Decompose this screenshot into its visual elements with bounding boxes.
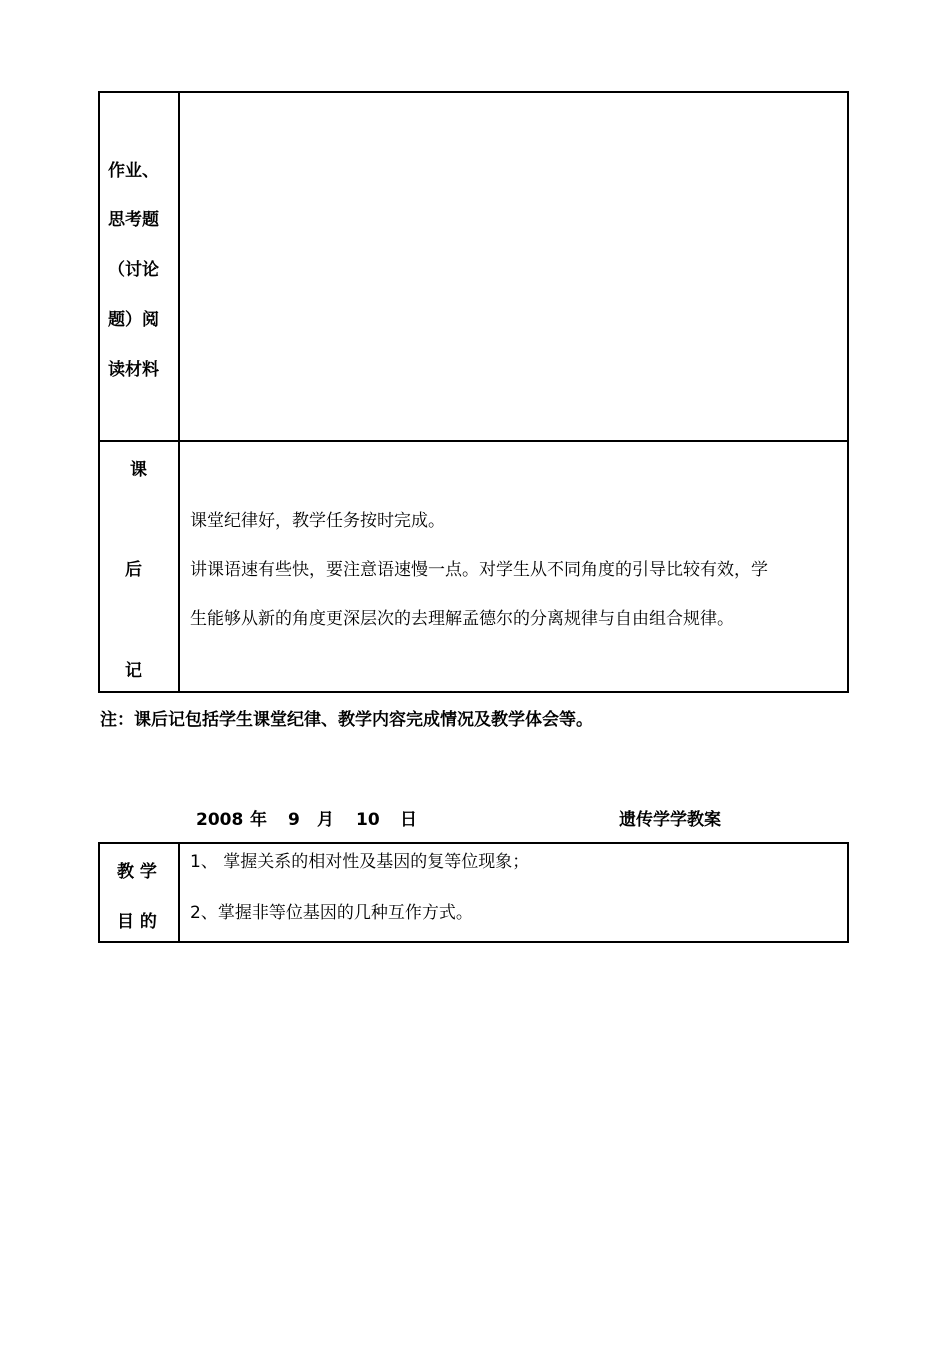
- date-day-unit: 日: [400, 810, 417, 830]
- lesson-table-top: [98, 91, 849, 693]
- date-month-unit: 月: [317, 810, 334, 830]
- homework-label-line: 题）阅: [108, 310, 159, 330]
- objective-item: 2、掌握非等位基因的几种互作方式。: [190, 903, 473, 923]
- reflection-paragraph: 生能够从新的角度更深层次的去理解孟德尔的分离规律与自由组合规律。: [190, 609, 734, 629]
- reflection-paragraph: 课堂纪律好，教学任务按时完成。: [190, 511, 445, 531]
- homework-label-line: 思考题: [108, 210, 159, 230]
- homework-label-line: 作业、: [108, 161, 159, 181]
- homework-label-line: 读材料: [108, 360, 159, 380]
- row-divider: [100, 440, 847, 442]
- objectives-table: [98, 842, 849, 943]
- homework-label-line: （讨论: [108, 260, 159, 280]
- column-divider: [178, 93, 180, 691]
- column-divider: [178, 844, 180, 941]
- date-month: 9: [288, 810, 300, 830]
- objectives-label-line: 教 学: [117, 862, 157, 882]
- date-year: 2008: [196, 810, 244, 830]
- footnote: 注：课后记包括学生课堂纪律、教学内容完成情况及教学体会等。: [100, 710, 593, 730]
- reflection-label-char: 记: [125, 661, 142, 681]
- date-day: 10: [356, 810, 380, 830]
- document-title: 遗传学学教案: [619, 810, 721, 830]
- reflection-paragraph: 讲课语速有些快，要注意语速慢一点。对学生从不同角度的引导比较有效，学: [190, 560, 768, 580]
- date-year-unit: 年: [250, 810, 267, 830]
- reflection-label-char: 课: [130, 460, 147, 480]
- objective-item: 1、 掌握关系的相对性及基因的复等位现象；: [190, 852, 530, 872]
- reflection-label-char: 后: [125, 560, 142, 580]
- objectives-label-line: 目 的: [117, 912, 157, 932]
